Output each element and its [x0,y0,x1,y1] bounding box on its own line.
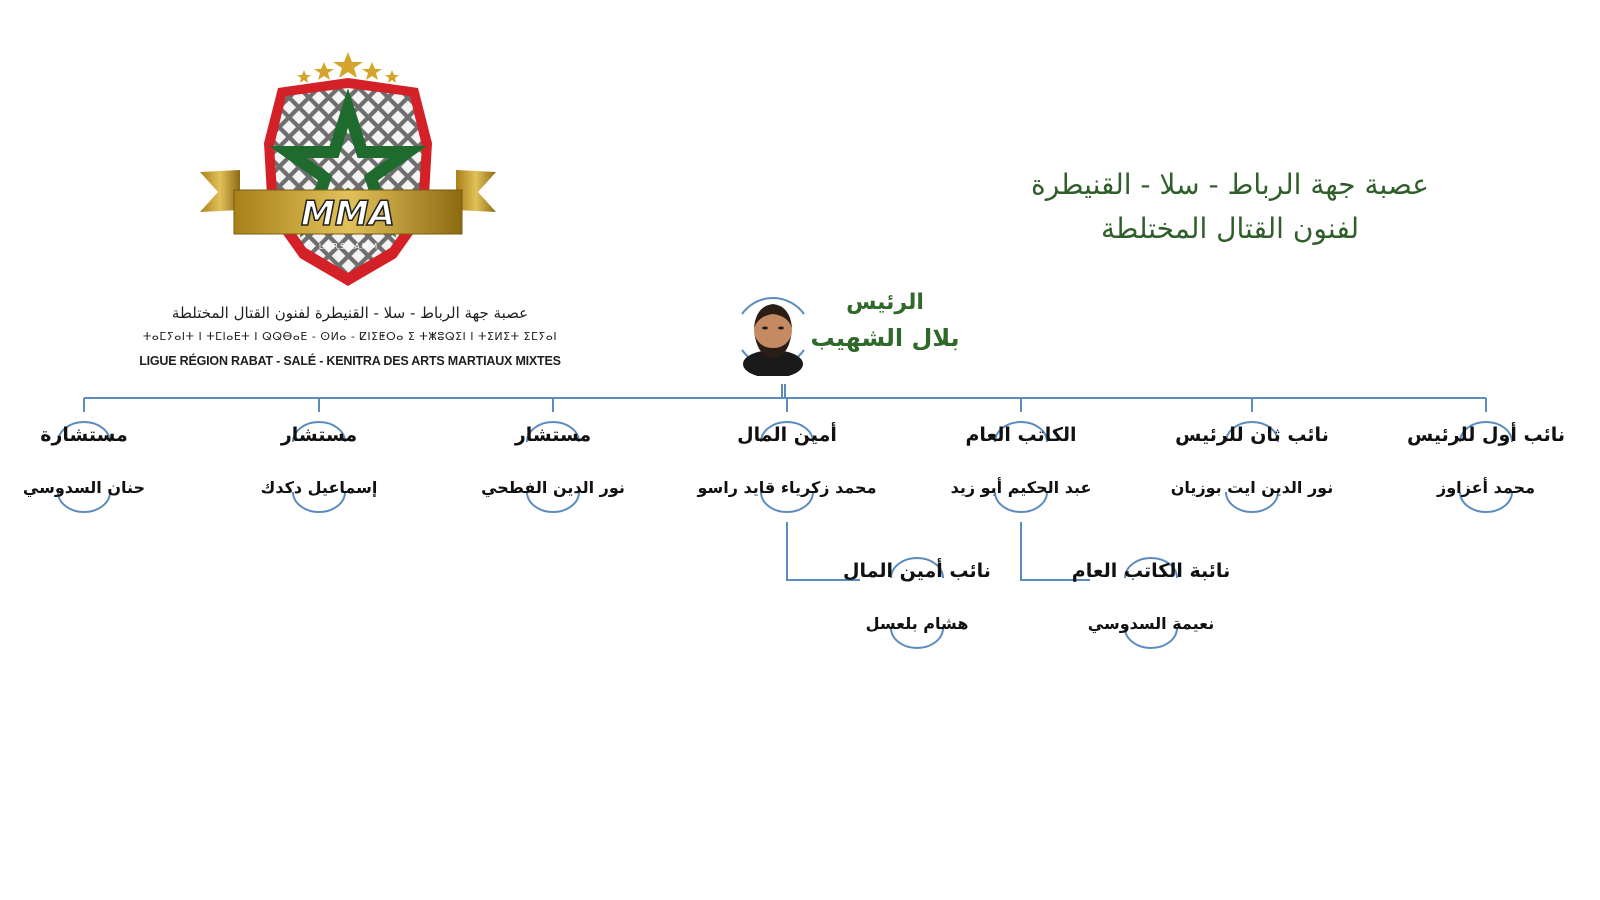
logo-caption-tifinagh: ⵜⴰⵎⵢⴰⵏⵜ ⵏ ⵜⵎⵏⴰⴹⵜ ⵏ ⵕⵕⴱⴰⴹ - ⵙⵍⴰ - ⵇⵏⵉⵟⵔⴰ ⵉ ⵜⵥⵓⵕⵉⵏ ⵏ ⵜⵉⵍⵉⵜ ⵉⵎⵢⴰⵏ [142,330,558,343]
member-node-deputy-treasurer [817,548,1017,658]
member-role: مستشار [514,424,592,446]
member-node-advisor-2 [219,412,419,522]
member-name: حنان السدوسي [22,478,146,497]
president-role: الرئيس [846,290,924,315]
member-role: نائب أول للرئيس [1406,424,1565,446]
member-role: نائب أمين المال [843,560,991,582]
member-name: محمد زكرياء قايد راسو [697,478,877,497]
member-name: هشام بلعسل [865,614,969,633]
member-node-second-vice-president [1152,412,1352,522]
president-name: بلال الشهيب [810,324,960,352]
president-avatar [734,284,812,376]
member-node-secretary-general [921,412,1121,522]
logo-caption-french: LIGUE RÉGION RABAT - SALÉ - KENITRA DES ARTS MARTIAUX MIXTES [139,354,561,368]
member-node-treasurer [687,412,887,522]
member-role: أمين المال [737,424,837,446]
member-name: إسماعيل دكدك [260,478,378,497]
badge-subtext: L.R.R.S.K.A.M.M [318,242,378,251]
page-title-line2: لفنون القتال المختلطة [1100,212,1360,245]
member-role: نائبة الكاتب العام [1071,560,1231,582]
member-role: مستشارة [40,424,128,446]
member-name: نور الدين ايت بوزيان [1170,478,1334,497]
member-node-advisor-1 [453,412,653,522]
member-role: الكاتب العام [965,424,1077,446]
member-node-deputy-secretary [1051,548,1251,658]
member-name: نعيمة السدوسي [1087,614,1215,633]
member-role: نائب ثان للرئيس [1175,424,1329,446]
league-logo [200,48,520,298]
member-name: نور الدين الفطحي [481,478,625,497]
member-name: عبد الحكيم أبو زيد [950,478,1092,497]
member-name: محمد أعزاوز [1437,478,1535,497]
member-role: مستشار [280,424,358,446]
member-node-advisor-3 [0,412,184,522]
logo-caption-arabic: عصبة جهة الرباط - سلا - القنيطرة لفنون القتال المختلطة [171,304,529,322]
badge-text: MMA [301,194,395,234]
member-node-first-vice-president [1386,412,1586,522]
page-title-line1: عصبة جهة الرباط - سلا - القنيطرة [1031,168,1429,201]
